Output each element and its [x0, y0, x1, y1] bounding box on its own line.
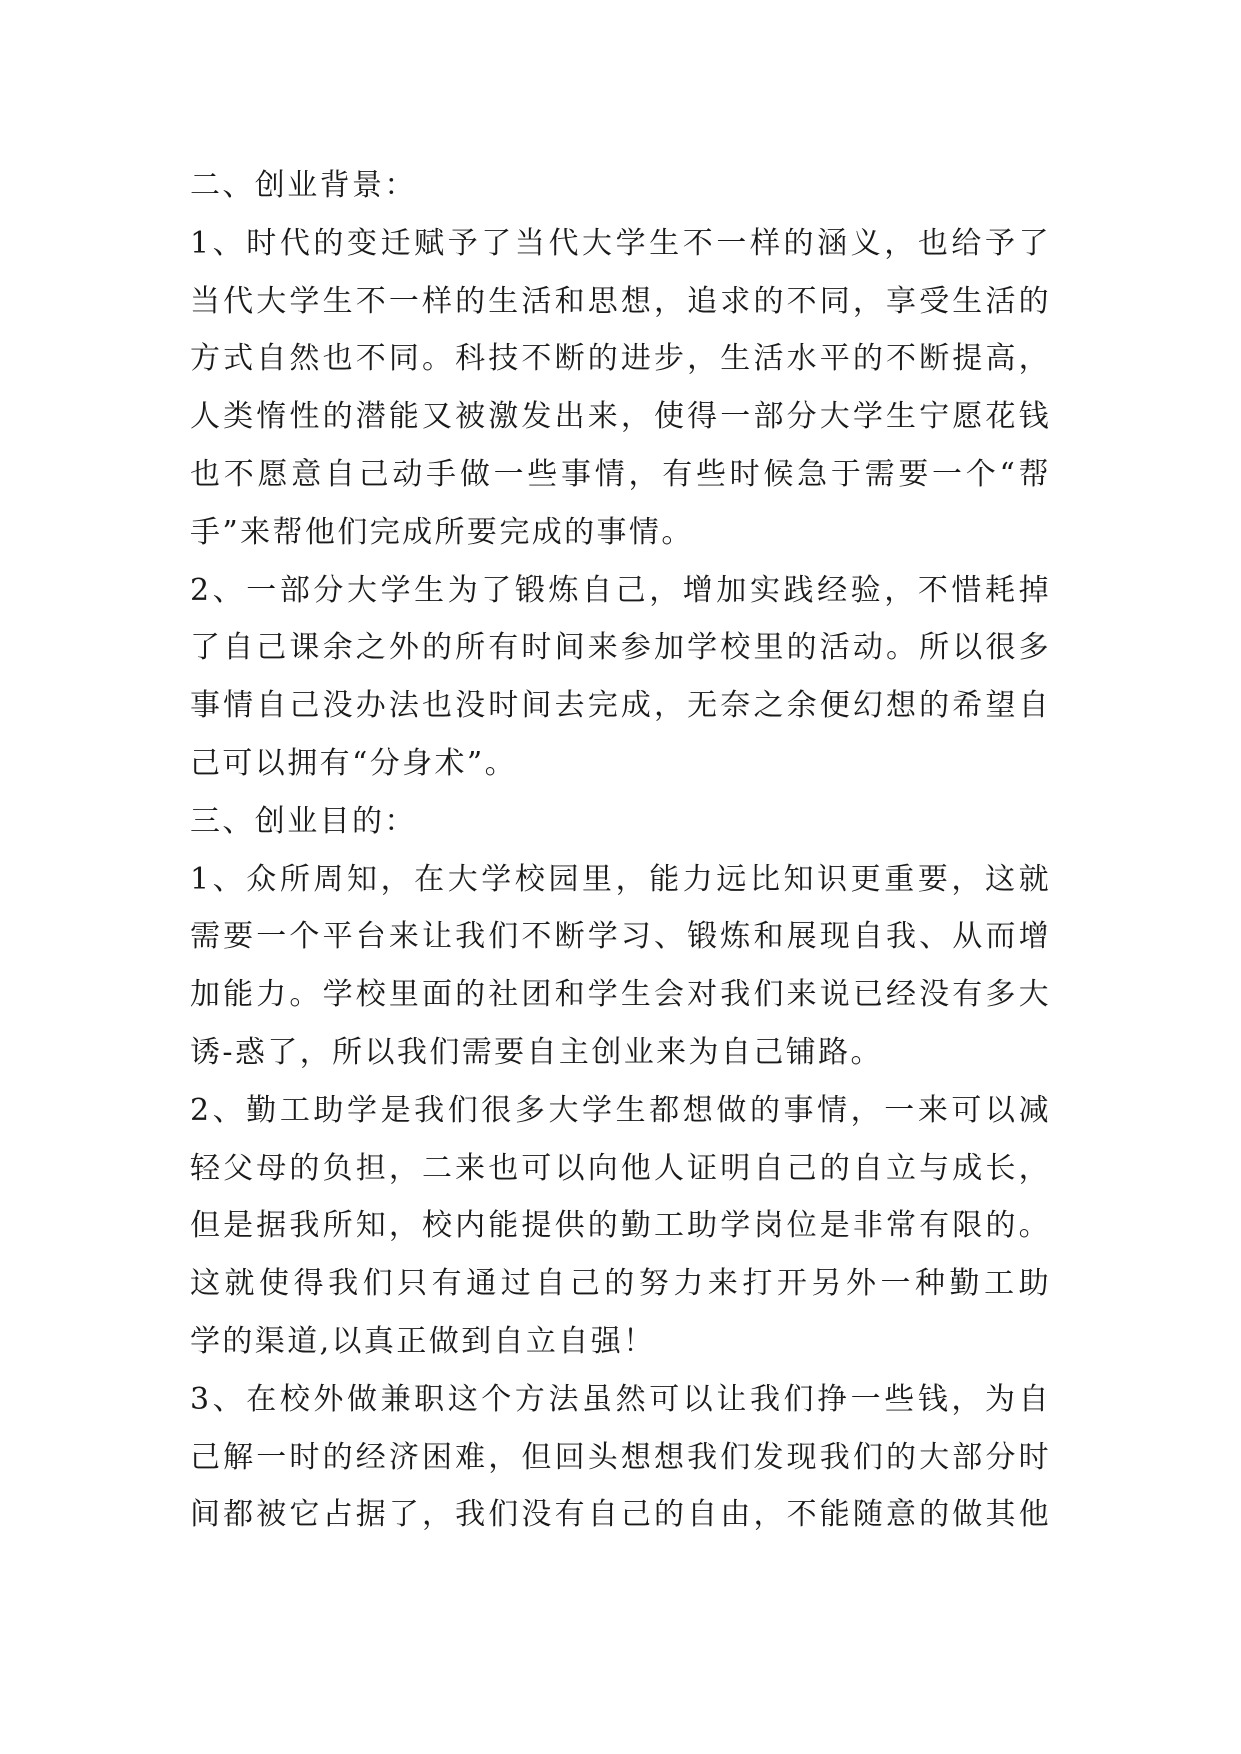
text-line: 间都被它占据了，我们没有自己的自由，不能随意的做其他 — [190, 1497, 1051, 1533]
text-line: 2、勤工助学是我们很多大学生都想做的事情，一来可以减 — [190, 1092, 1051, 1128]
text-line: 3、在校外做兼职这个方法虽然可以让我们挣一些钱，为自 — [190, 1381, 1051, 1417]
text-line: 当代大学生不一样的生活和思想，追求的不同，享受生活的 — [190, 283, 1051, 319]
text-line: 轻父母的负担，二来也可以向他人证明自己的自立与成长， — [190, 1150, 1051, 1186]
text-line: 手”来帮他们完成所要完成的事情。 — [190, 514, 694, 550]
text-line: 己解一时的经济困难，但回头想想我们发现我们的大部分时 — [190, 1439, 1051, 1475]
text-line: 但是据我所知，校内能提供的勤工助学岗位是非常有限的。 — [190, 1208, 1051, 1244]
text-line: 方式自然也不同。科技不断的进步，生活水平的不断提高， — [190, 341, 1051, 377]
text-line: 学的渠道,以真正做到自立自强！ — [190, 1323, 656, 1359]
text-line: 加能力。学校里面的社团和学生会对我们来说已经没有多大 — [190, 977, 1051, 1013]
text-line: 了自己课余之外的所有时间来参加学校里的活动。所以很多 — [190, 630, 1051, 666]
text-line: 人类惰性的潜能又被激发出来，使得一部分大学生宁愿花钱 — [190, 399, 1051, 435]
text-line: 2、一部分大学生为了锻炼自己，增加实践经验，不惜耗掉 — [190, 572, 1051, 608]
text-line: 事情自己没办法也没时间去完成，无奈之余便幻想的希望自 — [190, 688, 1051, 724]
text-line: 这就使得我们只有通过自己的努力来打开另外一种勤工助 — [190, 1266, 1051, 1302]
text-line: 1、时代的变迁赋予了当代大学生不一样的涵义，也给予了 — [190, 225, 1051, 261]
text-line: 己可以拥有“分身术”。 — [190, 745, 518, 781]
text-line: 诱-惑了，所以我们需要自主创业来为自己铺路。 — [190, 1034, 883, 1070]
text-line: 1、众所周知，在大学校园里，能力远比知识更重要，这就 — [190, 861, 1051, 897]
text-line: 也不愿意自己动手做一些事情，有些时候急于需要一个“帮 — [190, 456, 1051, 492]
text-line: 需要一个平台来让我们不断学习、锻炼和展现自我、从而增 — [190, 919, 1051, 955]
document-body — [190, 157, 1051, 1544]
text-line: 三、创业目的： — [190, 803, 417, 839]
text-line: 二、创业背景： — [190, 168, 417, 203]
